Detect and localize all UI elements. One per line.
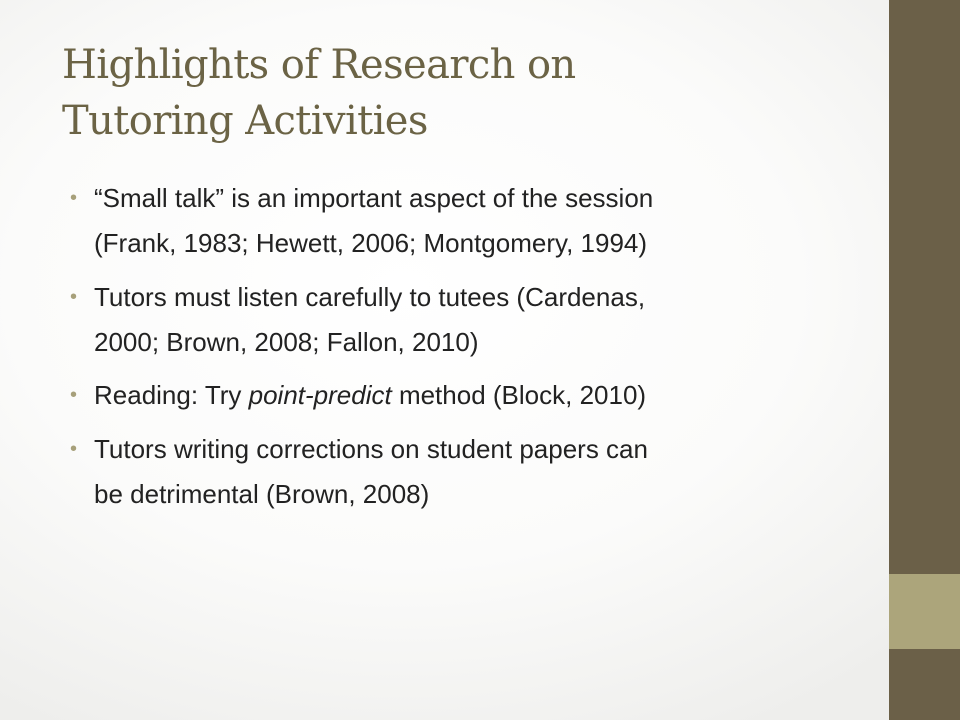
bullet-text-prefix: Reading: Try	[94, 380, 249, 410]
bullet-text-line	[94, 373, 646, 418]
bullet-text-line: “Small talk” is an important aspect of the session	[94, 183, 654, 213]
bullet-text-line: (Frank, 1983; Hewett, 2006; Montgomery, 1994)	[94, 228, 648, 258]
bullet-text-line: Tutors must listen carefully to tutees (Cardenas,	[94, 282, 646, 312]
bullet-icon: •	[70, 286, 78, 308]
side-bar-top	[889, 0, 960, 574]
slide-title-line-2: Tutoring Activities	[62, 98, 428, 144]
bullet-icon: •	[70, 438, 78, 460]
slide-title	[62, 37, 862, 149]
bullet-icon: •	[70, 384, 78, 406]
slide-title-line-1: Highlights of Research on	[62, 42, 576, 88]
bullet-text-line: 2000; Brown, 2008; Fallon, 2010)	[94, 327, 479, 357]
bullet-text-line: be detrimental (Brown, 2008)	[94, 479, 430, 509]
bullet-text-line: Tutors writing corrections on student papers can	[94, 434, 648, 464]
bullet-text-suffix: method (Block, 2010)	[391, 380, 647, 410]
side-bar-bottom	[889, 649, 960, 720]
side-bar-accent	[889, 574, 960, 649]
bullet-icon: •	[70, 187, 78, 209]
bullet-text-emphasis: point-predict	[248, 380, 392, 410]
